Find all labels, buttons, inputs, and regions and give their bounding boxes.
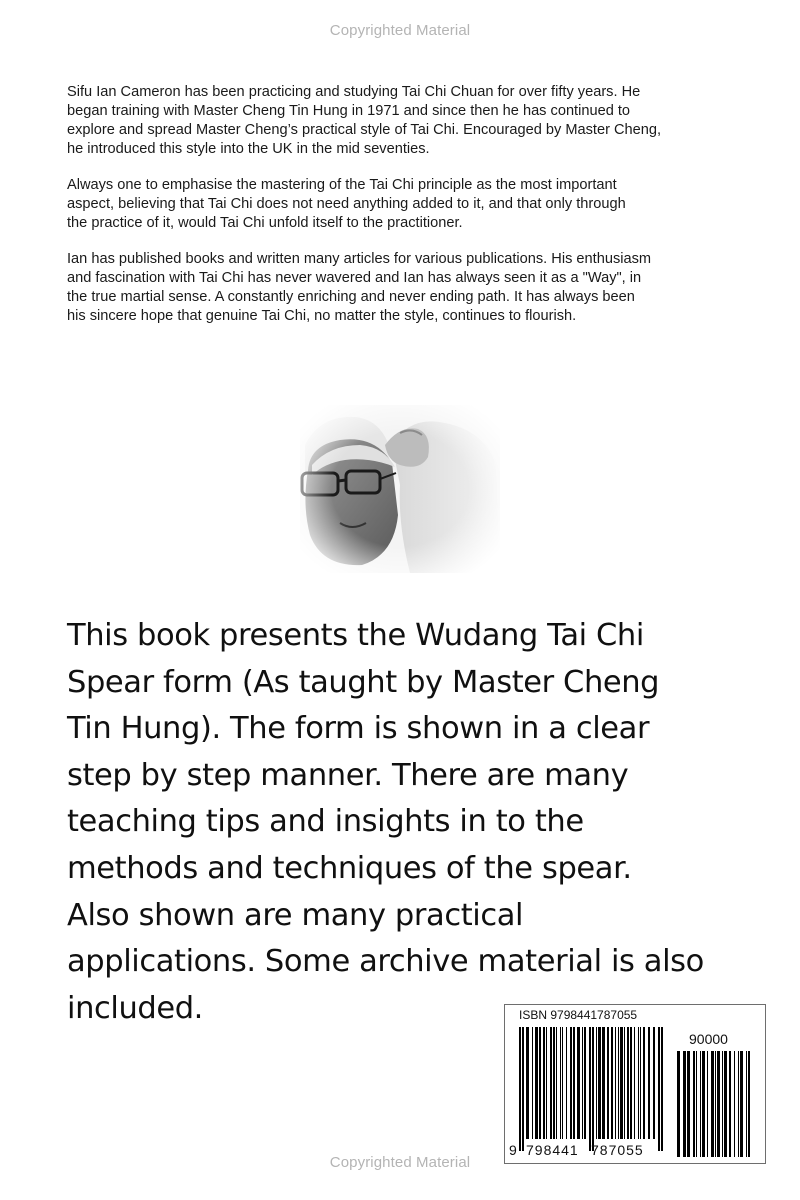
bio-line: Sifu Ian Cameron has been practicing and studying Tai Chi Chuan for over fifty years. He [67,84,641,100]
bio-line: the true martial sense. A constantly enriching and never ending path. It has always been [67,289,635,305]
isbn-label: ISBN 9798441787055 [519,1008,638,1022]
bio-line: explore and spread Master Cheng’s practical style of Tai Chi. Encouraged by Master Cheng, [67,122,662,138]
bio-line: Ian has published books and written many articles for various publications. His enthusiasm [67,251,652,267]
watermark-top: Copyrighted Material [329,22,471,39]
watermark-bottom: Copyrighted Material [329,1154,471,1171]
description-line: Also shown are many practical [67,897,524,933]
bio-line: began training with Master Cheng Tin Hung in 1971 and since then he has continued to [67,103,631,119]
author-bio [67,83,747,343]
barcode-digits-right: 787055 [591,1142,644,1158]
description-line: This book presents the Wudang Tai Chi [67,618,644,653]
bio-line: his sincere hope that genuine Tai Chi, no matter the style, continues to flourish. [67,308,577,324]
barcode-digit-first: 9 [509,1142,518,1158]
bio-paragraph-1 [67,83,747,159]
description-line: teaching tips and insights in to the [67,804,584,840]
author-photo [300,405,500,573]
barcode-digits-left: 798441 [526,1142,579,1158]
bio-line: the practice of it, would Tai Chi unfold itself to the practitioner. [67,215,463,231]
bio-line: he introduced this style into the UK in the mid seventies. [67,141,430,157]
description-line: Spear form (As taught by Master Cheng [67,664,660,700]
description-line: methods and techniques of the spear. [67,850,632,886]
addon-price-code: 90000 [689,1031,728,1047]
bio-line: Always one to emphasise the mastering of the Tai Chi principle as the most important [67,177,617,193]
book-description [67,613,767,1032]
description-line: step by step manner. There are many [67,757,629,793]
isbn-barcode [504,1004,766,1164]
bio-paragraph-2 [67,176,747,233]
bio-line: and fascination with Tai Chi has never wavered and Ian has always seen it as a "Way", in [67,270,642,286]
description-line: Tin Hung). The form is shown in a clear [67,711,650,747]
description-line: included. [67,990,203,1026]
bio-line: aspect, believing that Tai Chi does not need anything added to it, and that only through [67,196,626,212]
description-line: applications. Some archive material is also [67,944,704,980]
bio-paragraph-3 [67,250,747,326]
barcode-bars [505,1005,767,1165]
